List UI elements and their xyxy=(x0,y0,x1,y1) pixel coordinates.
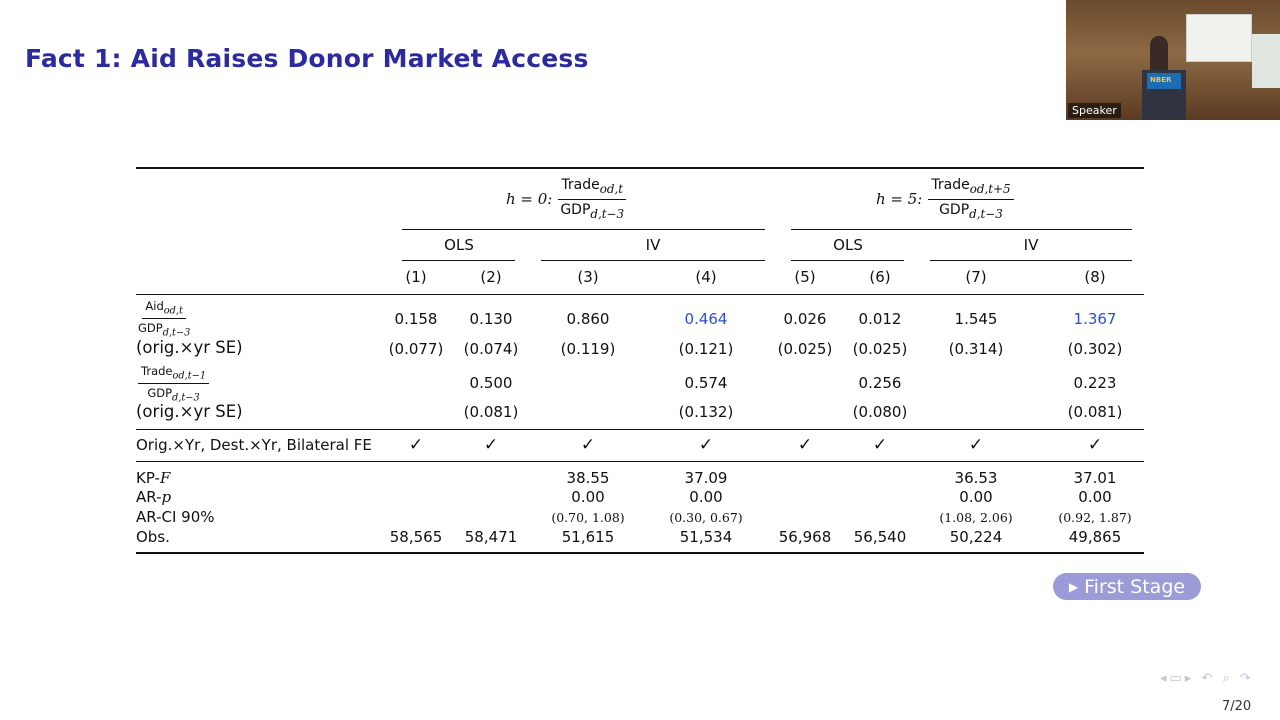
table-cell-obs: 51,615 xyxy=(561,528,615,546)
table-cell-aid-se: (0.314) xyxy=(948,340,1004,358)
method-ols-2: OLS xyxy=(833,236,863,254)
check-icon: ✓ xyxy=(968,435,984,455)
table-cell-aid-coef: 0.012 xyxy=(858,310,902,328)
column-header: (2) xyxy=(480,268,502,286)
speaker-label: Speaker xyxy=(1068,103,1121,118)
table-cell-ar-p: 0.00 xyxy=(959,488,993,506)
table-cell-kp-f: 36.53 xyxy=(954,469,998,487)
nav-back-icon[interactable]: ↶ xyxy=(1201,671,1216,686)
table-cell-trade-se: (0.080) xyxy=(852,403,908,421)
panel-h0-denominator: GDP xyxy=(560,201,591,218)
check-icon: ✓ xyxy=(797,435,813,455)
panel-h5-denominator-sub: d,t−3 xyxy=(969,206,1003,221)
row-label-se: (orig.×yr SE) xyxy=(136,402,243,421)
row-label-se: (orig.×yr SE) xyxy=(136,338,243,357)
table-cell-aid-se: (0.025) xyxy=(777,340,833,358)
column-header: (8) xyxy=(1084,268,1106,286)
table-cell-aid-coef: 0.130 xyxy=(469,310,513,328)
panel-h5-numerator-sub: od,t+5 xyxy=(969,182,1011,197)
table-cell-aid-coef: 1.545 xyxy=(954,310,998,328)
check-icon: ✓ xyxy=(580,435,596,455)
table-cell-obs: 56,540 xyxy=(853,528,907,546)
projector-screen xyxy=(1186,14,1252,62)
fe-bottom-rule xyxy=(136,461,1144,462)
check-icon: ✓ xyxy=(408,435,424,455)
aid-numerator: Aid xyxy=(145,299,164,313)
panel-h0-numerator: Trade xyxy=(561,177,600,194)
panel-h5-label: h = 5: xyxy=(876,190,923,208)
table-cell-trade-coef: 0.574 xyxy=(684,374,728,392)
kp-label: KP- xyxy=(136,469,160,487)
table-cell-ar-ci: (0.92, 1.87) xyxy=(1058,510,1132,525)
row-label-lagged-trade-ratio xyxy=(138,364,209,404)
slide-title: Fact 1: Aid Raises Donor Market Access xyxy=(25,44,589,73)
column-header: (3) xyxy=(577,268,599,286)
check-icon: ✓ xyxy=(872,435,888,455)
panel-h0-numerator-sub: od,t xyxy=(599,182,624,197)
table-cell-obs: 50,224 xyxy=(949,528,1003,546)
triangle-right-icon: ▶ xyxy=(1068,579,1079,594)
table-cell-aid-se: (0.119) xyxy=(560,340,616,358)
table-cell-aid-se: (0.121) xyxy=(678,340,734,358)
panel-header-h5 xyxy=(876,176,1014,222)
table-cell-obs: 58,471 xyxy=(464,528,518,546)
nav-search-icon[interactable]: ⌕ xyxy=(1222,671,1233,686)
row-label-ar-p xyxy=(136,488,171,506)
method-rule-ols-2 xyxy=(791,260,904,261)
table-cell-aid-coef: 0.026 xyxy=(783,310,827,328)
panel-h0-label: h = 0: xyxy=(506,190,553,208)
table-cell-ar-p: 0.00 xyxy=(1078,488,1112,506)
table-cell-aid-se: (0.025) xyxy=(852,340,908,358)
arp-label-math: p xyxy=(161,488,172,506)
column-header: (7) xyxy=(965,268,987,286)
table-cell-aid-se: (0.077) xyxy=(388,340,444,358)
panel-h5-numerator: Trade xyxy=(931,177,970,194)
table-cell-aid-coef: 0.158 xyxy=(394,310,438,328)
panel-h5-denominator: GDP xyxy=(939,201,970,218)
table-cell-obs: 49,865 xyxy=(1068,528,1122,546)
check-icon: ✓ xyxy=(1087,435,1103,455)
first-stage-button[interactable] xyxy=(1053,573,1201,600)
table-cell-kp-f: 37.09 xyxy=(684,469,728,487)
fe-top-rule xyxy=(136,429,1144,430)
table-cell-trade-se: (0.132) xyxy=(678,403,734,421)
method-iv-1: IV xyxy=(645,236,661,254)
table-cell-ar-ci: (0.70, 1.08) xyxy=(551,510,625,525)
panel-rule-ols-1 xyxy=(402,229,765,230)
table-cell-trade-coef: 0.256 xyxy=(858,374,902,392)
table-top-rule xyxy=(136,167,1144,169)
table-cell-trade-se: (0.081) xyxy=(1067,403,1123,421)
header-rule xyxy=(136,294,1144,295)
method-ols-1: OLS xyxy=(444,236,474,254)
page-number: 7/20 xyxy=(1222,699,1252,714)
method-rule-ols-1 xyxy=(402,260,515,261)
trade-denominator-sub: d,t−3 xyxy=(172,392,200,404)
column-header: (4) xyxy=(695,268,717,286)
column-header: (1) xyxy=(405,268,427,286)
panel-h0-denominator-sub: d,t−3 xyxy=(590,206,625,221)
table-cell-obs: 56,968 xyxy=(778,528,832,546)
first-stage-button-label: First Stage xyxy=(1084,575,1186,598)
aid-numerator-sub: od,t xyxy=(163,305,183,317)
panel-rule-ols-2 xyxy=(791,229,1132,230)
nav-frame-icon[interactable]: ◂▭▸ xyxy=(1160,671,1195,686)
table-cell-obs: 51,534 xyxy=(679,528,733,546)
table-cell-ar-ci: (0.30, 0.67) xyxy=(669,510,743,525)
row-label-aid-ratio xyxy=(138,299,190,339)
column-header: (5) xyxy=(794,268,816,286)
check-icon: ✓ xyxy=(483,435,499,455)
table-cell-aid-coef: 0.860 xyxy=(566,310,610,328)
beamer-navigation-icons[interactable] xyxy=(1160,671,1254,686)
panel-header-h0 xyxy=(506,176,626,222)
table-cell-trade-coef: 0.500 xyxy=(469,374,513,392)
row-label-ar-ci: AR-CI 90% xyxy=(136,508,215,526)
table-cell-obs: 58,565 xyxy=(389,528,443,546)
method-rule-iv-2 xyxy=(930,260,1132,261)
aid-denominator-sub: d,t−3 xyxy=(162,327,191,339)
arp-label: AR- xyxy=(136,488,162,506)
trade-numerator: Trade xyxy=(141,364,173,378)
row-label-kp-f xyxy=(136,469,170,487)
table-cell-kp-f: 38.55 xyxy=(566,469,610,487)
kp-label-math: F xyxy=(159,469,171,487)
table-cell-ar-p: 0.00 xyxy=(689,488,723,506)
table-cell-aid-se: (0.302) xyxy=(1067,340,1123,358)
podium-sign-text: NBER xyxy=(1150,76,1172,84)
speaker-video-thumbnail[interactable] xyxy=(1066,0,1280,120)
method-rule-iv-1 xyxy=(541,260,765,261)
method-iv-2: IV xyxy=(1023,236,1039,254)
table-cell-aid-coef-highlighted: 1.367 xyxy=(1073,310,1117,328)
table-cell-ar-p: 0.00 xyxy=(571,488,605,506)
table-cell-aid-coef-highlighted: 0.464 xyxy=(684,310,728,328)
row-label-fixed-effects: Orig.×Yr, Dest.×Yr, Bilateral FE xyxy=(136,436,372,454)
table-cell-kp-f: 37.01 xyxy=(1073,469,1117,487)
table-cell-ar-ci: (1.08, 2.06) xyxy=(939,510,1013,525)
table-cell-trade-coef: 0.223 xyxy=(1073,374,1117,392)
aid-denominator: GDP xyxy=(138,321,163,336)
check-icon: ✓ xyxy=(698,435,714,455)
trade-numerator-sub: od,t−1 xyxy=(172,370,207,382)
table-bottom-rule xyxy=(136,552,1144,554)
trade-denominator: GDP xyxy=(147,386,173,401)
row-label-obs: Obs. xyxy=(136,528,170,546)
nav-forward-icon[interactable]: ↷ xyxy=(1239,671,1254,686)
column-header: (6) xyxy=(869,268,891,286)
table-cell-aid-se: (0.074) xyxy=(463,340,519,358)
window xyxy=(1252,34,1280,88)
table-cell-trade-se: (0.081) xyxy=(463,403,519,421)
